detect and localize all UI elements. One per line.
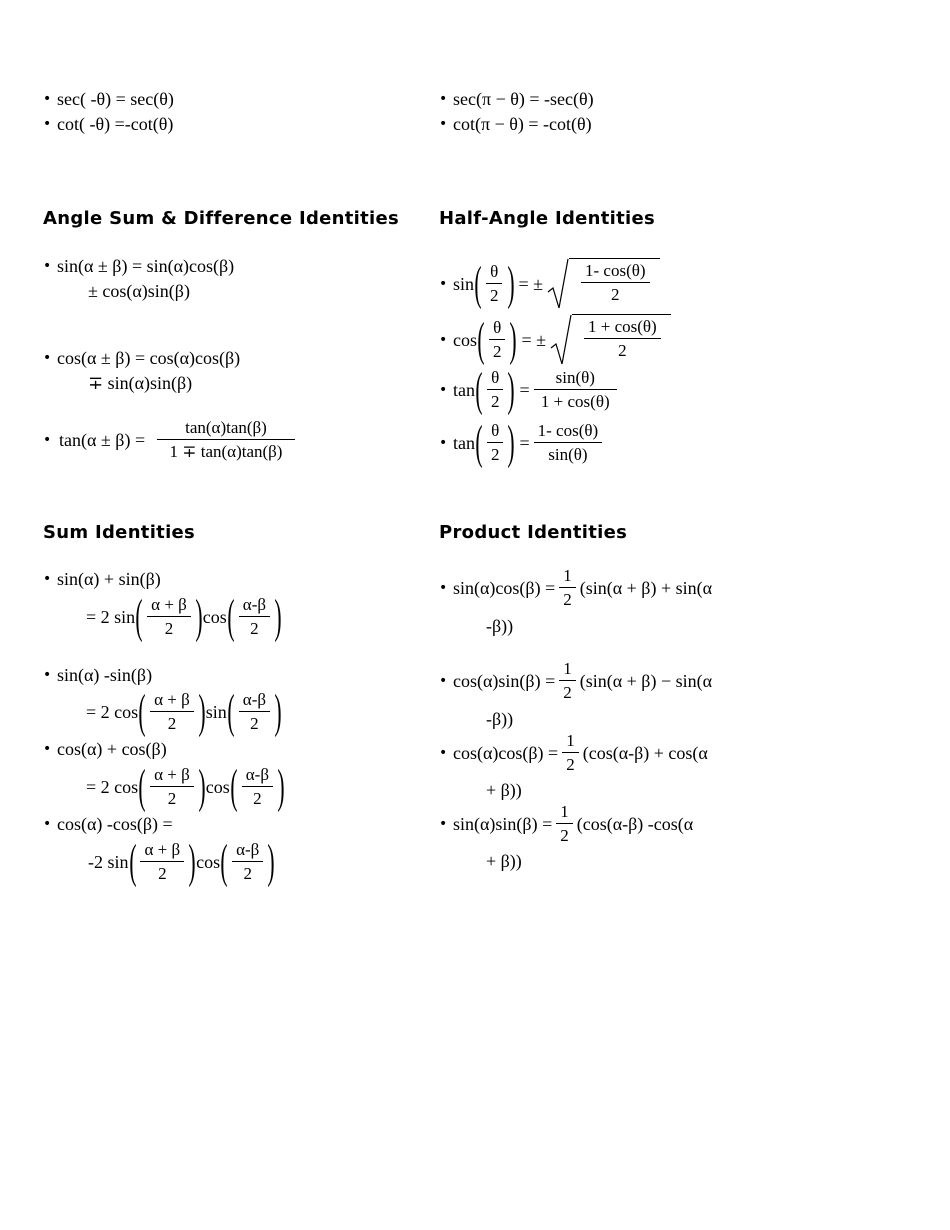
paren-left: ( xyxy=(138,685,146,738)
bullet-icon: • xyxy=(439,116,448,132)
identity-text: ∓ sin(α)sin(β) xyxy=(88,373,193,393)
identity-lhs: tan(α ± β) = xyxy=(59,430,146,450)
bullet-icon: • xyxy=(439,745,448,761)
numerator: θ xyxy=(487,421,503,443)
identity-text: -β)) xyxy=(486,616,514,636)
radicand xyxy=(572,314,671,366)
equals: = xyxy=(519,433,530,453)
numerator: 1 xyxy=(562,731,579,753)
identity-text: cos(α) -cos(β) = xyxy=(57,814,173,834)
numerator: tan(α)tan(β) xyxy=(157,418,295,440)
fraction xyxy=(232,840,263,884)
bullet-icon: • xyxy=(43,571,52,587)
denominator: 2 xyxy=(167,789,177,808)
paren-left: ( xyxy=(227,590,235,643)
bullet-icon: • xyxy=(439,276,448,292)
fraction xyxy=(487,368,504,412)
identity-text: sin(α) + sin(β) xyxy=(57,569,161,589)
identity-sum-2 xyxy=(43,664,152,686)
sqrt-icon xyxy=(547,258,569,310)
identity-rhs: (sin(α + β) + sin(α xyxy=(579,578,713,598)
denominator: 2 xyxy=(490,445,500,464)
numerator: α-β xyxy=(239,690,270,712)
numerator: sin(θ) xyxy=(534,368,617,390)
coef: = 2 cos xyxy=(86,777,139,797)
paren-right: ) xyxy=(195,590,203,643)
paren-right: ) xyxy=(188,835,196,888)
identity-text: cos(α ± β) = cos(α)cos(β) xyxy=(57,348,241,368)
identity-text: sec( -θ) = sec(θ) xyxy=(57,89,174,109)
fraction xyxy=(147,595,191,639)
numerator: α + β xyxy=(147,595,191,617)
fraction xyxy=(239,690,270,734)
identity-tan-sum-diff xyxy=(43,418,299,462)
equals-pm: = ± xyxy=(521,330,546,350)
denominator: 2 xyxy=(250,619,259,638)
fraction xyxy=(140,840,184,884)
identity-rhs: (cos(α-β) + cos(α xyxy=(582,743,708,763)
identity-product-3-cont xyxy=(486,779,522,801)
func-name: tan xyxy=(453,433,475,453)
denominator: 1 ∓ tan(α)tan(β) xyxy=(169,442,283,461)
fraction xyxy=(489,318,506,362)
fraction-half xyxy=(556,802,573,846)
bullet-icon: • xyxy=(43,258,52,274)
paren-left: ( xyxy=(475,416,483,469)
func-name: sin xyxy=(453,274,475,294)
identity-rhs: (sin(α + β) − sin(α xyxy=(579,671,713,691)
bullet-icon: • xyxy=(43,741,52,757)
fraction-half xyxy=(562,731,579,775)
denominator: 2 xyxy=(250,714,259,733)
section-title-sum: Sum Identities xyxy=(43,522,196,543)
identity-sum-4 xyxy=(43,813,173,835)
denominator: 1 + cos(θ) xyxy=(540,392,610,411)
denominator: 2 xyxy=(158,864,167,883)
identity-sum-1 xyxy=(43,568,161,590)
numerator: α-β xyxy=(239,595,270,617)
fraction xyxy=(150,765,194,809)
fraction xyxy=(242,765,273,809)
bullet-icon: • xyxy=(439,816,448,832)
identity-text: sin(α ± β) = sin(α)cos(β) xyxy=(57,256,235,276)
paren-right: ) xyxy=(267,835,275,888)
identity-lhs: sin(α)cos(β) = xyxy=(453,578,556,598)
paren-right: ) xyxy=(274,685,282,738)
equals: = xyxy=(519,380,530,400)
denominator: 2 xyxy=(490,392,500,411)
paren-left: ( xyxy=(230,760,238,813)
numerator: α-β xyxy=(242,765,273,787)
identity-lhs: sin(α)sin(β) = xyxy=(453,814,553,834)
fraction xyxy=(534,368,617,412)
numerator: θ xyxy=(489,318,505,340)
paren-right: ) xyxy=(198,760,206,813)
identity-sin-half xyxy=(439,258,660,310)
fraction xyxy=(486,262,503,306)
paren-right: ) xyxy=(509,313,518,366)
identity-cos-sum-diff xyxy=(43,347,240,369)
identity-text: cot( -θ) =-cot(θ) xyxy=(57,114,174,134)
section-title-sum-diff: Angle Sum & Difference Identities xyxy=(43,208,400,229)
identity-text: ± cos(α)sin(β) xyxy=(88,281,190,301)
bullet-icon: • xyxy=(439,435,448,451)
bullet-icon: • xyxy=(43,432,52,448)
numerator: 1- cos(θ) xyxy=(581,261,650,283)
sqrt xyxy=(547,258,660,310)
section-title-product: Product Identities xyxy=(439,522,628,543)
paren-left: ( xyxy=(477,313,485,366)
identity-text: cot(π − θ) = -cot(θ) xyxy=(453,114,592,134)
radicand xyxy=(569,258,660,310)
bullet-icon: • xyxy=(43,816,52,832)
paren-right: ) xyxy=(506,257,515,310)
identity-text: + β)) xyxy=(486,780,522,800)
bullet-icon: • xyxy=(439,673,448,689)
denominator: 2 xyxy=(563,590,572,609)
fraction xyxy=(239,595,270,639)
paren-left: ( xyxy=(138,760,146,813)
identity-sin-sum-diff xyxy=(43,255,234,277)
identity-tan-half-1 xyxy=(439,363,621,416)
identity-cos-sum-diff-cont xyxy=(88,372,192,394)
identity-sec-pi xyxy=(439,88,594,110)
mid-func: cos xyxy=(205,777,230,797)
paren-left: ( xyxy=(135,590,143,643)
identity-product-2 xyxy=(439,659,712,703)
numerator: α + β xyxy=(150,765,194,787)
identity-sin-sum-diff-cont xyxy=(88,280,190,302)
fraction xyxy=(581,261,650,310)
fraction xyxy=(584,317,661,366)
identity-text: cos(α) + cos(β) xyxy=(57,739,167,759)
denominator: 2 xyxy=(566,755,575,774)
identity-tan-half-2 xyxy=(439,416,606,469)
denominator: 2 xyxy=(611,285,620,304)
paren-left: ( xyxy=(474,257,482,310)
numerator: 1 xyxy=(559,659,576,681)
bullet-icon: • xyxy=(439,382,448,398)
paren-left: ( xyxy=(227,685,235,738)
identity-text: sin(α) -sin(β) xyxy=(57,665,153,685)
denominator: 2 xyxy=(253,789,262,808)
identity-sec-neg xyxy=(43,88,174,110)
denominator: 2 xyxy=(492,342,502,361)
numerator: α + β xyxy=(140,840,184,862)
fraction-half xyxy=(559,659,576,703)
func-name: tan xyxy=(453,380,475,400)
identity-sum-4-rhs xyxy=(88,835,275,888)
mid-func: sin xyxy=(205,702,227,722)
identity-cot-neg xyxy=(43,113,173,135)
identity-sum-2-rhs xyxy=(86,685,282,738)
denominator: 2 xyxy=(618,341,627,360)
fraction xyxy=(150,690,194,734)
denominator: 2 xyxy=(164,619,174,638)
paren-right: ) xyxy=(277,760,285,813)
sqrt xyxy=(550,314,671,366)
paren-right: ) xyxy=(507,416,516,469)
denominator: 2 xyxy=(560,826,569,845)
coef: = 2 sin xyxy=(86,607,136,627)
func-name: cos xyxy=(453,330,477,350)
paren-right: ) xyxy=(507,363,516,416)
numerator: θ xyxy=(486,262,502,284)
identity-text: sec(π − θ) = -sec(θ) xyxy=(453,89,594,109)
numerator: α-β xyxy=(232,840,263,862)
bullet-icon: • xyxy=(439,91,448,107)
paren-right: ) xyxy=(198,685,206,738)
sqrt-icon xyxy=(550,314,572,366)
identity-lhs: cos(α)cos(β) = xyxy=(453,743,559,763)
bullet-icon: • xyxy=(43,667,52,683)
identity-sum-3-rhs xyxy=(86,760,285,813)
numerator: θ xyxy=(487,368,503,390)
bullet-icon: • xyxy=(43,116,52,132)
fraction xyxy=(534,421,603,465)
numerator: α + β xyxy=(150,690,194,712)
paren-right: ) xyxy=(274,590,282,643)
denominator: 2 xyxy=(490,286,499,305)
numerator: 1 xyxy=(556,802,573,824)
bullet-icon: • xyxy=(43,91,52,107)
fraction xyxy=(487,421,504,465)
identity-product-1 xyxy=(439,566,712,610)
identity-product-2-cont xyxy=(486,708,513,730)
bullet-icon: • xyxy=(439,332,448,348)
identity-product-3 xyxy=(439,731,708,775)
paren-left: ( xyxy=(475,363,483,416)
paren-left: ( xyxy=(128,835,137,888)
identity-product-4 xyxy=(439,802,693,846)
equals-pm: = ± xyxy=(518,274,544,294)
denominator: 2 xyxy=(563,683,572,702)
bullet-icon: • xyxy=(43,350,52,366)
identity-sum-1-rhs xyxy=(86,590,282,643)
identity-product-1-cont xyxy=(486,615,513,637)
identity-text: -β)) xyxy=(486,709,514,729)
identity-sum-3 xyxy=(43,738,167,760)
fraction xyxy=(157,418,295,462)
numerator: 1- cos(θ) xyxy=(534,421,603,443)
identity-cos-half xyxy=(439,314,671,366)
mid-func: cos xyxy=(202,607,227,627)
identity-rhs: (cos(α-β) -cos(α xyxy=(576,814,694,834)
numerator: 1 xyxy=(559,566,576,588)
identity-text: + β)) xyxy=(486,851,522,871)
mid-func: cos xyxy=(196,852,221,872)
numerator: 1 + cos(θ) xyxy=(584,317,661,339)
identity-lhs: cos(α)sin(β) = xyxy=(453,671,556,691)
paren-left: ( xyxy=(220,835,228,888)
identity-product-4-cont xyxy=(486,850,522,872)
section-title-half-angle: Half-Angle Identities xyxy=(439,208,656,229)
coef: -2 sin xyxy=(88,852,129,872)
denominator: sin(θ) xyxy=(548,445,588,464)
bullet-icon: • xyxy=(439,580,448,596)
coef: = 2 cos xyxy=(86,702,139,722)
denominator: 2 xyxy=(243,864,252,883)
denominator: 2 xyxy=(167,714,177,733)
fraction-half xyxy=(559,566,576,610)
identity-cot-pi xyxy=(439,113,592,135)
